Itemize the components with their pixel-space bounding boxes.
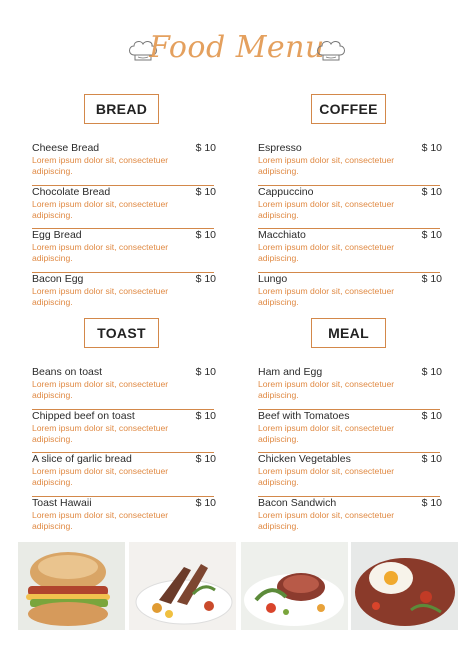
section-heading-coffee: COFFEE (311, 94, 386, 124)
item-description: Lorem ipsum dolor sit, consectetuer adipiscing. (258, 466, 395, 487)
menu-item (258, 229, 440, 273)
item-name: Lungo (258, 272, 288, 285)
beef-vegetables-photo (241, 542, 348, 630)
section-heading-meal: MEAL (311, 318, 386, 348)
menu-item (32, 453, 214, 497)
item-price: $ 10 (195, 185, 216, 198)
item-price: $ 10 (421, 366, 442, 378)
fried-egg-dish-photo (351, 542, 458, 630)
page-title: Food Menu (149, 30, 325, 65)
item-name: Chipped beef on toast (32, 409, 135, 422)
item-description: Lorem ipsum dolor sit, consectetuer adipiscing. (258, 242, 395, 263)
item-description: Lorem ipsum dolor sit, consectetuer adipiscing. (258, 509, 395, 531)
item-price: $ 10 (195, 453, 216, 465)
menu-item (258, 273, 440, 317)
item-price: $ 10 (421, 229, 442, 241)
chef-hat-icon (314, 38, 348, 62)
menu-item (32, 229, 214, 273)
item-price: $ 10 (421, 496, 442, 509)
menu-item (32, 186, 214, 230)
menu-item (258, 142, 440, 186)
item-description: Lorem ipsum dolor sit, consectetuer adipiscing. (32, 155, 169, 176)
item-description: Lorem ipsum dolor sit, consectetuer adipiscing. (258, 198, 395, 220)
item-name: Espresso (258, 142, 302, 154)
menu-header (0, 28, 474, 72)
menu-item (32, 273, 214, 317)
section-coffee (258, 142, 440, 316)
item-description: Lorem ipsum dolor sit, consectetuer adipiscing. (32, 422, 169, 444)
item-price: $ 10 (421, 142, 442, 154)
item-name: Beans on toast (32, 366, 103, 378)
item-name: Egg Bread (32, 229, 82, 241)
item-price: $ 10 (421, 185, 442, 198)
section-toast (32, 366, 214, 540)
menu-item (258, 410, 440, 454)
item-name: Bacon Sandwich (258, 496, 337, 509)
item-name: Ham and Egg (258, 366, 323, 378)
menu-item (32, 497, 214, 541)
menu-item (258, 497, 440, 541)
lamb-chops-photo (129, 542, 236, 630)
item-description: Lorem ipsum dolor sit, consectetuer adipiscing. (32, 242, 169, 263)
item-price: $ 10 (421, 272, 442, 285)
item-description: Lorem ipsum dolor sit, consectetuer adipiscing. (258, 379, 395, 400)
section-bread (32, 142, 214, 316)
item-description: Lorem ipsum dolor sit, consectetuer adipiscing. (32, 379, 169, 400)
item-description: Lorem ipsum dolor sit, consectetuer adipiscing. (32, 466, 169, 487)
item-description: Lorem ipsum dolor sit, consectetuer adipiscing. (32, 198, 169, 220)
item-name: Chocolate Bread (32, 185, 111, 198)
item-price: $ 10 (195, 142, 216, 154)
item-price: $ 10 (195, 272, 216, 285)
item-price: $ 10 (195, 229, 216, 241)
item-price: $ 10 (195, 496, 216, 509)
section-heading-bread: BREAD (84, 94, 159, 124)
item-description: Lorem ipsum dolor sit, consectetuer adipiscing. (32, 285, 169, 307)
menu-item (32, 410, 214, 454)
menu-item (32, 142, 214, 186)
item-price: $ 10 (421, 453, 442, 465)
section-heading-toast: TOAST (84, 318, 159, 348)
item-description: Lorem ipsum dolor sit, consectetuer adipiscing. (258, 155, 395, 176)
menu-item (258, 453, 440, 497)
section-meal (258, 366, 440, 540)
item-name: Bacon Egg (32, 272, 84, 285)
menu-item (258, 366, 440, 410)
item-description: Lorem ipsum dolor sit, consectetuer adipiscing. (32, 509, 169, 531)
item-name: Toast Hawaii (32, 496, 92, 509)
item-description: Lorem ipsum dolor sit, consectetuer adipiscing. (258, 422, 395, 444)
item-name: Beef with Tomatoes (258, 409, 350, 422)
menu-item (258, 186, 440, 230)
item-name: Cheese Bread (32, 142, 100, 154)
item-price: $ 10 (195, 409, 216, 422)
item-name: Macchiato (258, 229, 306, 241)
item-name: Cappuccino (258, 185, 314, 198)
item-name: Chicken Vegetables (258, 453, 351, 465)
item-price: $ 10 (421, 409, 442, 422)
item-description: Lorem ipsum dolor sit, consectetuer adipiscing. (258, 285, 395, 307)
item-price: $ 10 (195, 366, 216, 378)
item-name: A slice of garlic bread (32, 453, 132, 465)
bacon-sandwich-photo (18, 542, 125, 630)
menu-item (32, 366, 214, 410)
